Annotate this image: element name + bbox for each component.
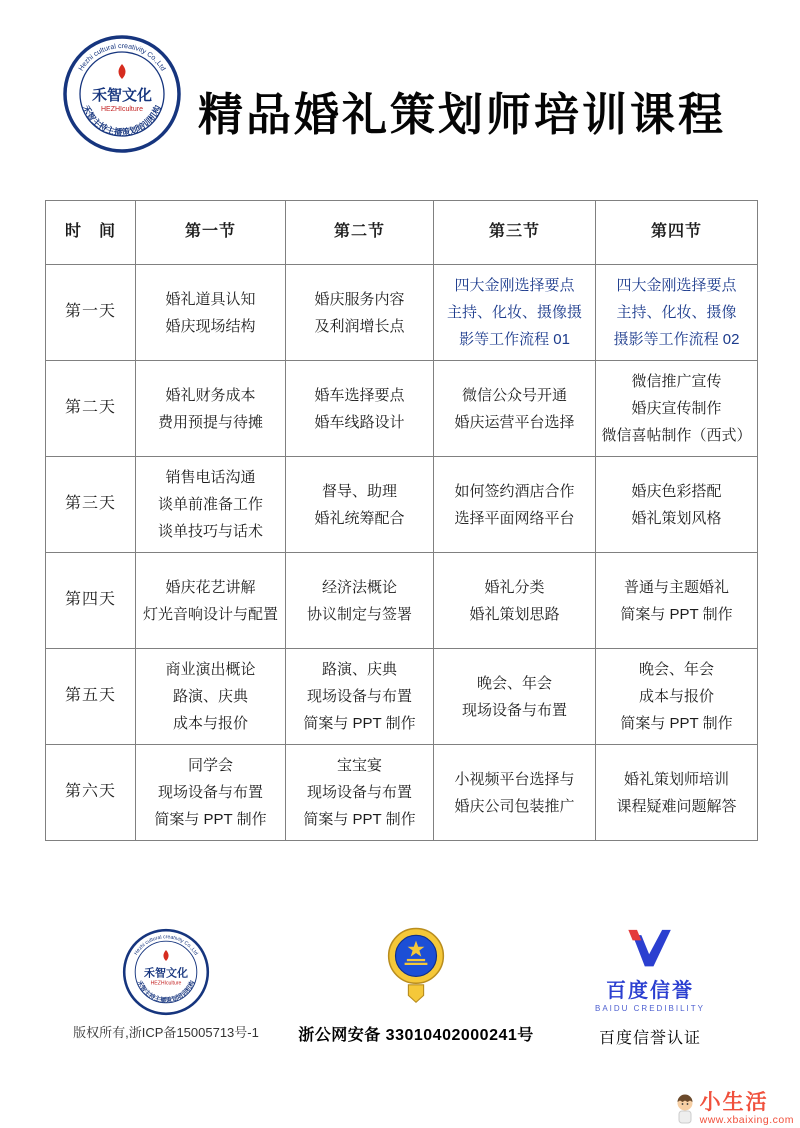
table-row: [46, 745, 758, 841]
session-cell: 晚会、年会 成本与报价 简案与 PPT 制作: [596, 649, 758, 745]
schedule-body: [46, 265, 758, 841]
table-row: [46, 361, 758, 457]
session-cell: 同学会 现场设备与布置 简案与 PPT 制作: [136, 745, 286, 841]
column-header: 第三节: [434, 201, 596, 265]
column-header: 第二节: [286, 201, 434, 265]
session-cell: 经济法概论 协议制定与签署: [286, 553, 434, 649]
session-cell: 路演、庆典 现场设备与布置 简案与 PPT 制作: [286, 649, 434, 745]
session-cell: 晚会、年会 现场设备与布置: [434, 649, 596, 745]
xiaoshenghuo-mascot-icon: [672, 1093, 698, 1125]
baidu-credibility-block: [583, 926, 717, 1048]
session-cell: 宝宝宴 现场设备与布置 简案与 PPT 制作: [286, 745, 434, 841]
session-cell: 微信公众号开通 婚庆运营平台选择: [434, 361, 596, 457]
session-cell: 小视频平台选择与 婚庆公司包装推广: [434, 745, 596, 841]
copyright-text: 版权所有,浙ICP备15005713号-1: [73, 1025, 259, 1040]
police-badge-icon: [378, 922, 454, 1008]
day-label: 第一天: [46, 265, 136, 361]
day-label: 第三天: [46, 457, 136, 553]
session-cell: 婚庆色彩搭配 婚礼策划风格: [596, 457, 758, 553]
day-label: 第四天: [46, 553, 136, 649]
session-cell: 婚礼财务成本 费用预提与待摊: [136, 361, 286, 457]
day-label: 第五天: [46, 649, 136, 745]
course-schedule-table: [45, 200, 758, 841]
table-row: [46, 265, 758, 361]
session-cell: 婚礼策划师培训 课程疑难问题解答: [596, 745, 758, 841]
table-row: [46, 553, 758, 649]
day-label: 第二天: [46, 361, 136, 457]
session-cell: 婚庆花艺讲解 灯光音响设计与配置: [136, 553, 286, 649]
column-header: 时 间: [46, 201, 136, 265]
session-cell: 婚车选择要点 婚车线路设计: [286, 361, 434, 457]
table-row: [46, 649, 758, 745]
watermark-site-name: 小生活: [699, 1090, 769, 1114]
session-cell: 婚礼道具认知 婚庆现场结构: [136, 265, 286, 361]
session-cell: 婚礼分类 婚礼策划思路: [434, 553, 596, 649]
baidu-v-icon: [624, 926, 676, 972]
baidu-credibility-name: 百度信誉: [606, 980, 694, 1002]
session-cell: 商业演出概论 路演、庆典 成本与报价: [136, 649, 286, 745]
session-cell: 婚庆服务内容 及利润增长点: [286, 265, 434, 361]
schedule-header-row: [46, 201, 758, 265]
session-cell: 销售电话沟通 谈单前准备工作 谈单技巧与话术: [136, 457, 286, 553]
hezhi-seal-icon: [62, 34, 182, 154]
session-cell: 微信推广宣传 婚庆宣传制作 微信喜帖制作（西式）: [596, 361, 758, 457]
session-cell: 督导、助理 婚礼统筹配合: [286, 457, 434, 553]
session-cell: 四大金刚选择要点 主持、化妆、摄像 摄影等工作流程 02: [596, 265, 758, 361]
page-title: 精品婚礼策划师培训课程: [197, 89, 726, 140]
column-header: 第四节: [596, 201, 758, 265]
watermark-site-url: www.xbaixing.com: [699, 1114, 794, 1126]
session-cell: 如何签约酒店合作 选择平面网络平台: [434, 457, 596, 553]
baidu-cert-text: 百度信誉认证: [598, 1030, 701, 1047]
baidu-credibility-latin: BAIDU CREDIBILITY: [594, 1004, 705, 1013]
day-label: 第六天: [46, 745, 136, 841]
session-cell: 普通与主题婚礼 简案与 PPT 制作: [596, 553, 758, 649]
police-record-text: 浙公网安备 33010402000241号: [298, 1027, 534, 1044]
column-header: 第一节: [136, 201, 286, 265]
table-row: [46, 457, 758, 553]
site-watermark: [672, 1091, 794, 1126]
session-cell: 四大金刚选择要点 主持、化妆、摄像摄 影等工作流程 01: [434, 265, 596, 361]
hezhi-seal-icon: [122, 928, 210, 1016]
